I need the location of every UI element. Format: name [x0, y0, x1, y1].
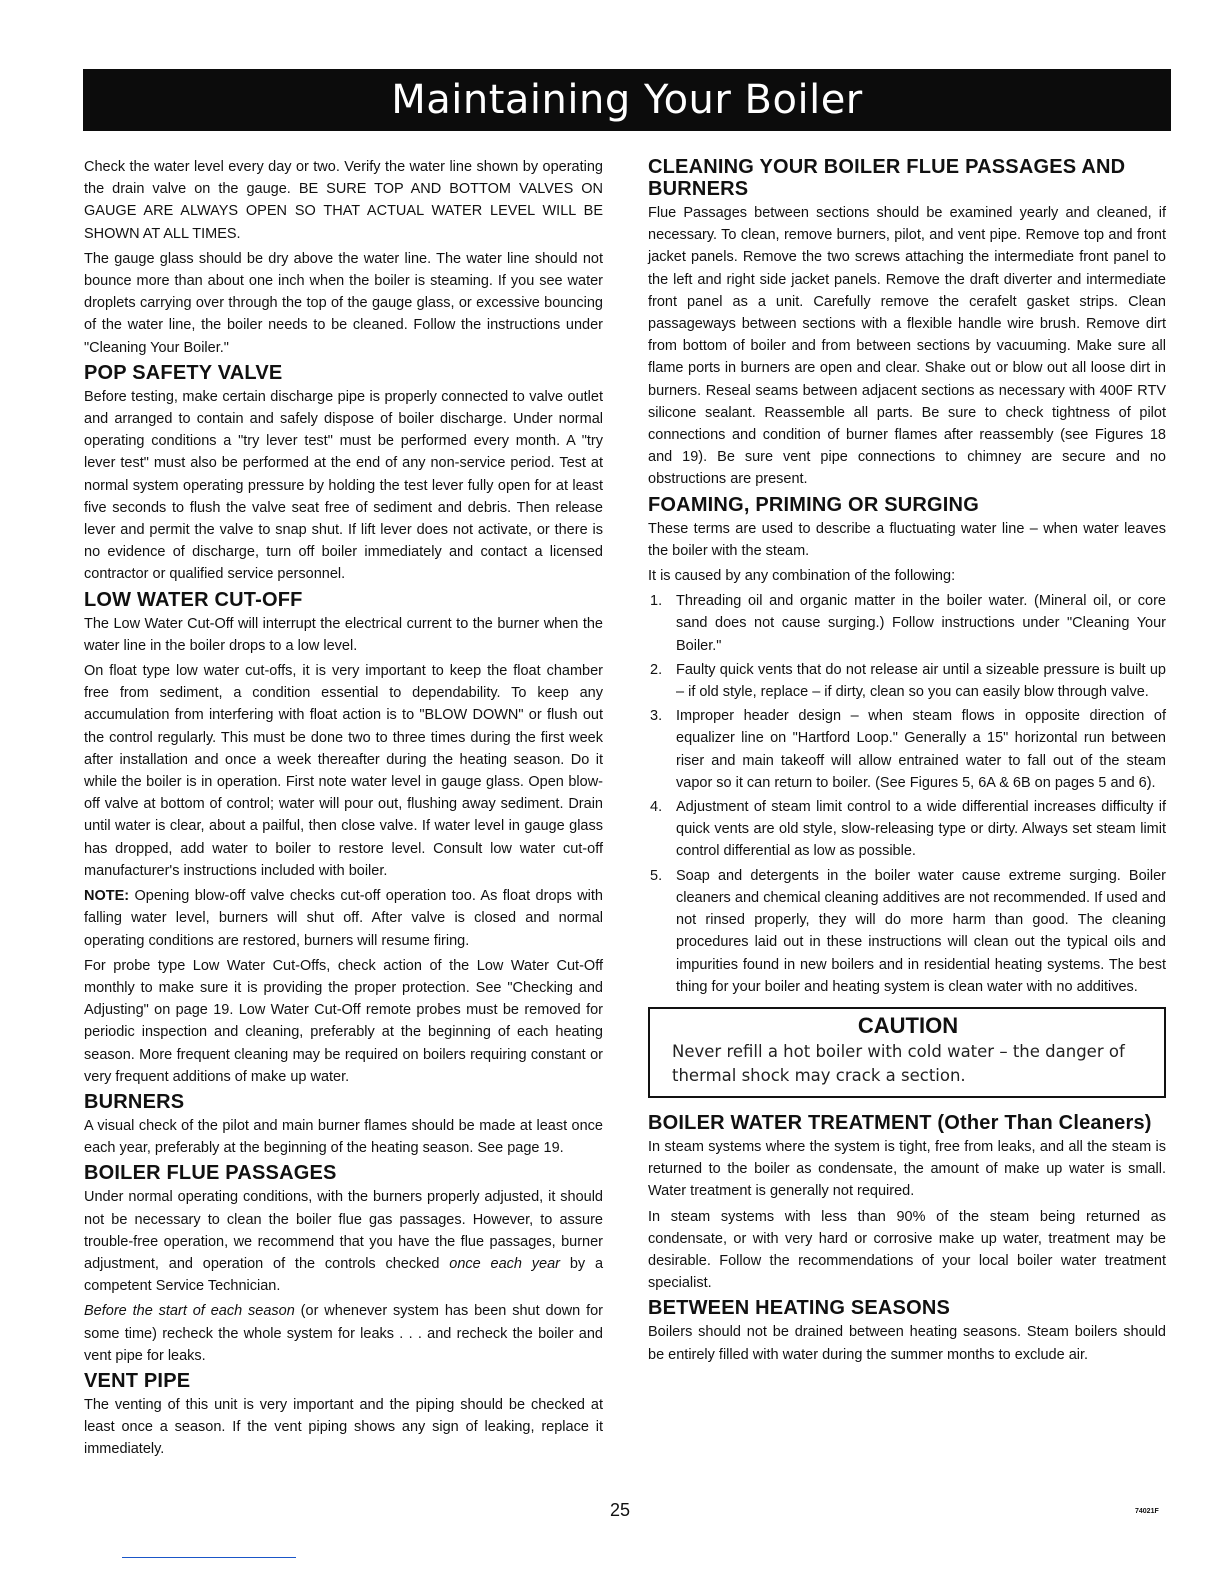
- foaming-paragraph-1: These terms are used to describe a fluctuating water line – when water leaves the boiler with the steam.: [648, 520, 1166, 559]
- page-title-banner: Maintaining Your Boiler: [83, 69, 1171, 131]
- note-label: NOTE:: [84, 888, 130, 905]
- low-water-cutoff-paragraph-2: On float type low water cut-offs, it is very important to keep the float chamber free from sediment, a condition essential to dependability. To keep any accumulation from interfering with float action is to "BLOW DOWN" or flush out the control regularly. This must be done two to three times during the first week after installation and once a week thereafter during the heating season. Do it while the boiler is in operation. First note water level in gauge glass. Open blow-off valve at bottom of control; water will pour out, flushing away sediment. Drain until water is clear, about a pailful, then close valve. If water level in gauge glass has dropped, add water to boiler to restore level. Consult low water cut-off manufacturer's instructions included with boiler.: [84, 663, 603, 879]
- flue-text-a: Under normal operating conditions, with the burners properly adjusted, it should not be necessary to clean the boiler flue gas passages. However, to assure trouble-free operation, we recommend that you have the flue passages, burner adjustment, and operation of the controls checked: [84, 1189, 603, 1272]
- list-item: [648, 659, 1166, 703]
- between-heating-seasons-paragraph: Boilers should not be drained between heating seasons. Steam boilers should be entirely filled with water during the summer months to exclude air.: [648, 1324, 1166, 1363]
- causes-list: [648, 590, 1166, 998]
- pop-safety-valve-heading: POP SAFETY VALVE: [84, 361, 283, 384]
- list-item-text: Faulty quick vents that do not release air until a sizeable pressure is built up – if old style, replace – if dirty, clean so you can easily blow through valve.: [676, 661, 1166, 701]
- note-text: Opening blow-off valve checks cut-off operation too. As float drops with falling water level, burners will shut off. After valve is closed and normal operating conditions are restored, burners will resume firing.: [84, 888, 603, 949]
- list-item: [648, 796, 1166, 863]
- vent-pipe-heading: VENT PIPE: [84, 1369, 191, 1392]
- list-item-number: 1.: [650, 593, 663, 610]
- caution-text: Never refill a hot boiler with cold water – the danger of thermal shock may crack a section.: [672, 1041, 1125, 1085]
- list-item-text: Improper header design – when steam flows in opposite direction of equalizer line on "Hartford Loop." Generally a 15" horizontal run between riser and main takeoff will allow entrained water to fall out of the steam vapor so it can return to boiler. (See Figures 5, 6A & 6B on pages 5 and 6).: [676, 708, 1166, 791]
- list-item-text: Threading oil and organic matter in the boiler water. (Mineral oil, or core sand does not cause surging.) Follow instructions under "Cleaning Your Boiler.": [676, 593, 1166, 654]
- low-water-cutoff-paragraph-3: For probe type Low Water Cut-Offs, check action of the Low Water Cut-Off monthly to make sure it is providing the proper protection. See "Checking and Adjusting" on page 19. Low Water Cut-Off remote probes must be removed for periodic inspection and cleaning, preferably at the beginning of each heating season. More frequent cleaning may be required on boilers requiring constant or very frequent additions of make up water.: [84, 957, 603, 1085]
- list-item-text: Soap and detergents in the boiler water cause extreme surging. Boiler cleaners and chemical cleaning additives are not recommended. If used and not rinsed properly, they will do more harm than good. The cleaning procedures laid out in these instructions will clean out the typical oils and impurities found in new boilers and in residential heating systems. The best thing for your boiler and heating system is clean water with no additives.: [676, 867, 1166, 995]
- burners-heading: BURNERS: [84, 1090, 185, 1113]
- low-water-cutoff-heading: LOW WATER CUT-OFF: [84, 588, 303, 611]
- between-heating-seasons-heading: BETWEEN HEATING SEASONS: [648, 1297, 951, 1320]
- intro-paragraph-1: Check the water level every day or two. Verify the water line shown by operating the drain valve on the gauge. BE SURE TOP AND BOTTOM VALVES ON GAUGE ARE ALWAYS OPEN SO THAT ACTUAL WATER LEVEL WILL BE SHOWN AT ALL TIMES.: [84, 159, 603, 242]
- foaming-paragraph-2: It is caused by any combination of the following:: [648, 568, 956, 585]
- list-item-number: 2.: [650, 661, 663, 678]
- pop-safety-valve-paragraph: Before testing, make certain discharge pipe is properly connected to valve outlet and arranged to contain and safely dispose of boiler discharge. Under normal operating conditions a "try lever test" must be performed every month. A "try lever test" must also be performed at the end of any non-service period. Test at normal system operating pressure by holding the test lever fully open for at least five seconds to flush the valve seat free of sediment and debris. Then release lever and permit the valve to snap shut. If lift lever does not activate, or there is no evidence of discharge, turn off boiler immediately and contact a licensed contractor or qualified service personnel.: [84, 388, 603, 583]
- boiler-water-treatment-heading: BOILER WATER TREATMENT (Other Than Cleaners): [648, 1111, 1152, 1134]
- list-item: [648, 865, 1166, 998]
- cleaning-flue-passages-heading: CLEANING YOUR BOILER FLUE PASSAGES AND BURNERS: [648, 156, 1126, 200]
- treatment-paragraph-1: In steam systems where the system is tight, free from leaks, and all the steam is returned to the boiler as condensate, the amount of make up water is small. Water treatment is generally not required.: [648, 1138, 1166, 1200]
- list-item-number: 3.: [650, 708, 663, 725]
- list-item: [648, 590, 1166, 657]
- boiler-flue-passages-heading: BOILER FLUE PASSAGES: [84, 1162, 337, 1185]
- flue-season-emphasis: Before the start of each season: [84, 1303, 295, 1320]
- list-item-text: Adjustment of steam limit control to a wide differential increases difficulty if quick vents are old style, slow-releasing type or dirty. Always set steam limit control differential as low as possible.: [676, 799, 1166, 860]
- note-paragraph: [84, 885, 603, 952]
- list-item: [648, 705, 1166, 794]
- treatment-paragraph-2: In steam systems with less than 90% of the steam being returned as condensate, or with very hard or corrosive make up water, treatment may be desirable. Follow the recommendations of your local boiler water treatment specialist.: [648, 1208, 1166, 1292]
- foaming-priming-surging-heading: FOAMING, PRIMING OR SURGING: [648, 493, 979, 516]
- burners-paragraph: A visual check of the pilot and main burner flames should be made at least once each year, preferably at the beginning of the heating season. See page 19.: [84, 1117, 603, 1157]
- intro-paragraph-2: The gauge glass should be dry above the water line. The water line should not bounce more than about one inch when the boiler is steaming. If you see water droplets carrying over through the top of the gauge glass, or excessive bouncing of the water line, the boiler needs to be cleaned. Follow the instructions under "Cleaning Your Boiler.": [84, 250, 603, 356]
- list-item-number: 5.: [650, 867, 663, 884]
- list-item-number: 4.: [650, 799, 663, 816]
- page-number: 25: [610, 1500, 631, 1520]
- boiler-flue-passages-paragraph-2: [84, 1300, 603, 1367]
- vent-pipe-paragraph: The venting of this unit is very important and the piping should be checked at least once a season. If the vent piping shows any sign of leaking, replace it immediately.: [84, 1396, 603, 1458]
- flue-season-text: (or whenever system has been shut down for some time) recheck the whole system for leaks . . . and recheck the boiler and vent pipe for leaks.: [84, 1303, 604, 1364]
- flue-text-b: by a competent Service Technician.: [84, 1255, 604, 1295]
- flue-emphasis: once each year: [449, 1255, 561, 1272]
- left-column: [84, 156, 603, 1464]
- caution-title: CAUTION: [857, 1012, 959, 1038]
- cleaning-flue-passages-paragraph: Flue Passages between sections should be examined yearly and cleaned, if necessary. To clean, remove burners, pilot, and vent pipe. Remove top and front jacket panels. Remove the two screws attaching the intermediate front panel to the left and right side jacket panels. Remove the draft diverter and intermediate front panel as a unit. Carefully remove the cerafelt gasket strips. Clean passageways between sections with a flexible handle wire brush. Remove dirt from bottom of boiler and from between sections by vacuuming. Make sure all flame ports in burners are open and clear. Shake out or blow out all loose dirt in burners. Reseal seams between adjacent sections as necessary with 400F RTV silicone sealant. Reassemble all parts. Be sure to check tightness of pilot connections and condition of burner flames after reassembly (see Figures 18 and 19). Be sure vent pipe connections to chimney are secure and no obstructions are present.: [648, 205, 1166, 488]
- boiler-flue-passages-paragraph-1: [84, 1186, 603, 1297]
- right-column: [648, 156, 1166, 1369]
- document-code: 74021F: [1135, 1508, 1159, 1515]
- low-water-cutoff-paragraph-1: The Low Water Cut-Off will interrupt the electrical current to the burner when the water line in the boiler drops to a low level.: [84, 615, 603, 654]
- footer-divider: [122, 1557, 296, 1558]
- caution-box: [648, 1007, 1166, 1098]
